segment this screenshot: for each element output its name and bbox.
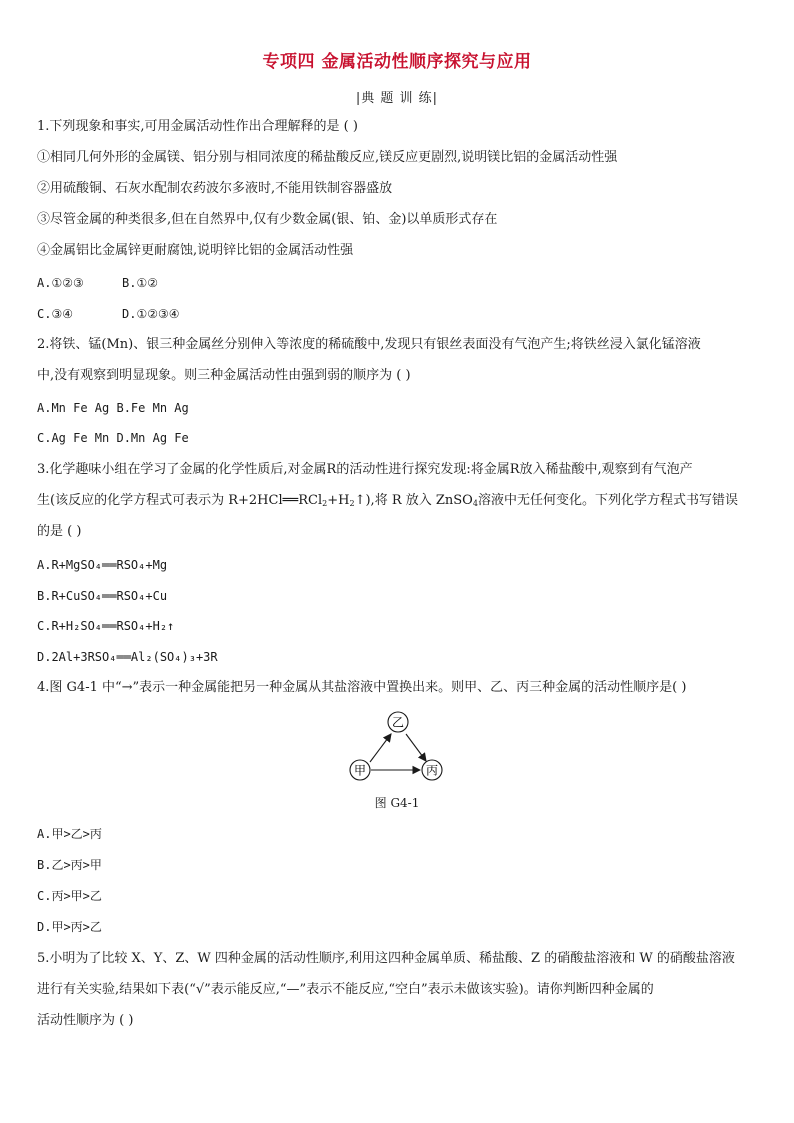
q3-line-2-part-d: ↑),将 R 放入 ZnSO bbox=[354, 493, 473, 508]
q2-line-2: 中,没有观察到明显现象。则三种金属活动性由强到弱的顺序为 ( ) bbox=[37, 368, 411, 383]
q3-line-2 bbox=[37, 491, 762, 514]
q4-option-a: A.甲>乙>丙 bbox=[37, 827, 102, 841]
q5-line-2: 进行有关实验,结果如下表(“√”表示能反应,“—”表示不能反应,“空白”表示未做该实验)。请你判断四种金属的 bbox=[37, 982, 654, 997]
q3-option-d: D.2Al+3RSO₄══Al₂(SO₄)₃+3R bbox=[37, 650, 218, 664]
reaction-equals-sign: ══ bbox=[282, 493, 299, 508]
q3-option-c: C.R+H₂SO₄══RSO₄+H₂↑ bbox=[37, 619, 175, 633]
q1-option-c: C.③④ bbox=[37, 307, 73, 321]
q3-line-2-part-e: 溶液中无任何变化。下列化学方程式书写错误 bbox=[477, 493, 738, 508]
q4-option-c: C.丙>甲>乙 bbox=[37, 889, 102, 903]
q3-option-b: B.R+CuSO₄══RSO₄+Cu bbox=[37, 589, 168, 603]
q2-line-1: 2.将铁、锰(Mn)、银三种金属丝分别伸入等浓度的稀硫酸中,发现只有银丝表面没有气泡产生;将铁丝浸入氯化锰溶液 bbox=[37, 337, 701, 352]
q4-option-b: B.乙>丙>甲 bbox=[37, 858, 102, 872]
q1-option-d: D.①②③④ bbox=[122, 307, 180, 321]
arrow-yi-to-bing bbox=[406, 734, 426, 761]
q4-option-d: D.甲>丙>乙 bbox=[37, 920, 102, 934]
subscript-2: 2 bbox=[349, 499, 355, 508]
q1-option-b: B.①② bbox=[122, 276, 158, 290]
metal-displacement-diagram bbox=[340, 706, 450, 786]
q5-line-1: 5.小明为了比较 X、Y、Z、W 四种金属的活动性顺序,利用这四种金属单质、稀盐酸、Z 的硝酸盐溶液和 W 的硝酸盐溶液 bbox=[37, 951, 735, 966]
q1-statement-4: ④金属铝比金属锌更耐腐蚀,说明锌比铝的金属活动性强 bbox=[37, 243, 354, 258]
q1-statement-3: ③尽管金属的种类很多,但在自然界中,仅有少数金属(银、铂、金)以单质形式存在 bbox=[37, 212, 498, 227]
subscript-4: 4 bbox=[472, 499, 478, 508]
node-yi-label: 乙 bbox=[391, 715, 405, 730]
figure-caption: 图 G4-1 bbox=[374, 796, 420, 810]
q2-options-cd: C.Ag Fe Mn D.Mn Ag Fe bbox=[37, 431, 189, 445]
q1-stem: 1.下列现象和事实,可用金属活动性作出合理解释的是 ( ) bbox=[37, 119, 358, 134]
page-title: 专项四 金属活动性顺序探究与应用 bbox=[262, 52, 532, 72]
node-bing-label: 丙 bbox=[425, 763, 439, 778]
q3-line-1: 3.化学趣味小组在学习了金属的化学性质后,对金属R的活动性进行探究发现:将金属R放入稀盐酸中,观察到有气泡产 bbox=[37, 462, 693, 477]
q3-line-2-part-c: +H bbox=[327, 493, 350, 508]
section-subtitle: |典 题 训 练| bbox=[355, 91, 439, 106]
q3-line-2-part-b: RCl bbox=[298, 493, 323, 508]
q2-options-ab: A.Mn Fe Ag B.Fe Mn Ag bbox=[37, 401, 189, 415]
node-jia-label: 甲 bbox=[353, 763, 367, 778]
q3-option-a: A.R+MgSO₄══RSO₄+Mg bbox=[37, 558, 168, 572]
q1-statement-1: ①相同几何外形的金属镁、铝分别与相同浓度的稀盐酸反应,镁反应更剧烈,说明镁比铝的金属活动性强 bbox=[37, 150, 618, 165]
arrow-jia-to-yi bbox=[370, 734, 391, 762]
q4-stem: 4.图 G4-1 中“→”表示一种金属能把另一种金属从其盐溶液中置换出来。则甲、乙、丙三种金属的活动性顺序是( ) bbox=[37, 680, 687, 695]
q3-line-3: 的是 ( ) bbox=[37, 524, 82, 539]
subscript-2: 2 bbox=[322, 499, 328, 508]
q5-line-3: 活动性顺序为 ( ) bbox=[37, 1013, 134, 1028]
q1-option-a: A.①②③ bbox=[37, 276, 84, 290]
q1-statement-2: ②用硫酸铜、石灰水配制农药波尔多液时,不能用铁制容器盛放 bbox=[37, 181, 393, 196]
q3-line-2-part-a: 生(该反应的化学方程式可表示为 R+2HCl bbox=[37, 493, 283, 508]
